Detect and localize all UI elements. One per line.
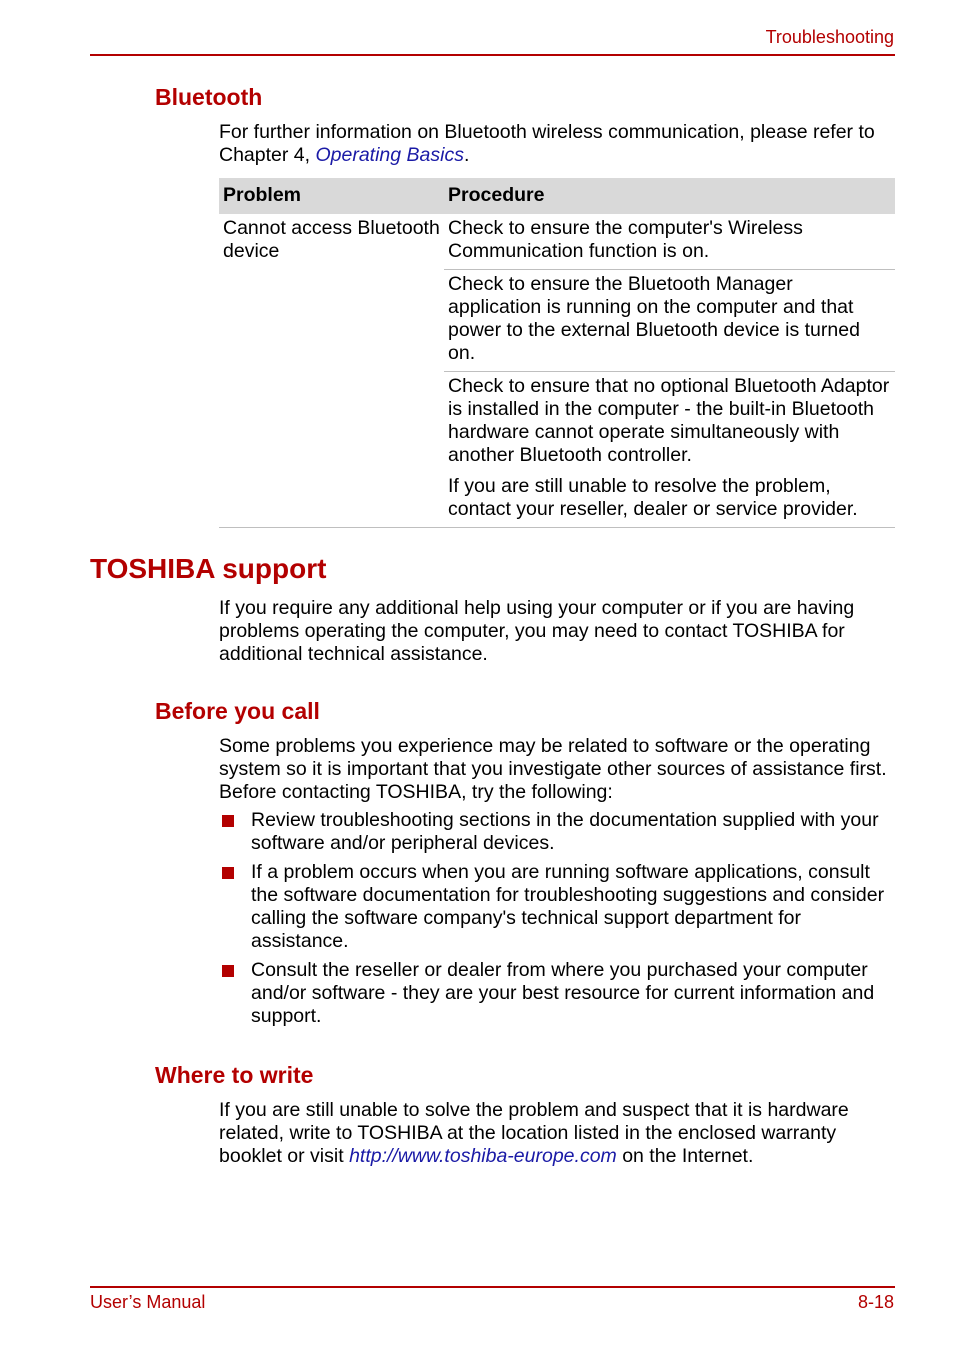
where-to-write-heading: Where to write (155, 1062, 314, 1088)
square-bullet-icon (222, 815, 234, 827)
where-write-text (219, 1099, 895, 1168)
bluetooth-heading: Bluetooth (155, 84, 263, 110)
list-item-text: If a problem occurs when you are running software applications, consult the software documentation for troubleshooting suggestions and consider calling the software company's technical support department for assistance. (251, 861, 885, 952)
procedure-cell: Check to ensure that no optional Bluetooth Adaptor is installed in the computer - the built-in Bluetooth hardware cannot operate simultaneously with another Bluetooth controller. (448, 375, 890, 466)
footer-rule (90, 1286, 895, 1288)
table-header-row (219, 178, 895, 214)
bluetooth-intro-end: . (463, 144, 470, 166)
square-bullet-icon (222, 965, 234, 977)
where-write-body: If you are still unable to solve the problem and suspect that it is hardware related, write to TOSHIBA at the location listed in the enclosed warranty booklet or visit (219, 1099, 849, 1167)
footer-manual-title: User’s Manual (90, 1292, 206, 1312)
before-you-call-heading: Before you call (155, 698, 320, 724)
page-number: 8-18 (857, 1292, 894, 1312)
table-row (219, 214, 895, 270)
before-call-intro: Some problems you experience may be related to software or the operating system so it is important that you investigate other sources of assistance first. Before contacting TOSHIBA, try the following: (219, 735, 887, 803)
list-item-text: Consult the reseller or dealer from where you purchased your computer and/or software - they are your best resource for current information and support. (251, 959, 875, 1027)
list-item (219, 809, 895, 855)
list-item (219, 959, 895, 1028)
where-write-end: on the Internet. (616, 1145, 754, 1167)
running-header: Troubleshooting (765, 27, 894, 47)
bluetooth-intro (219, 121, 895, 167)
list-item (219, 861, 895, 953)
before-call-list (219, 809, 895, 1034)
operating-basics-link[interactable]: Operating Basics (315, 144, 464, 166)
list-item-text: Review troubleshooting sections in the documentation supplied with your software and/or peripheral devices. (251, 809, 879, 854)
square-bullet-icon (222, 867, 234, 879)
procedure-cell: If you are still unable to resolve the problem, contact your reseller, dealer or service provider. (444, 469, 895, 528)
procedure-cell: Check to ensure the Bluetooth Manager application is running on the computer and that power to the external Bluetooth device is turned on. (444, 270, 895, 372)
bluetooth-intro-text: For further information on Bluetooth wireless communication, please refer to Chapter 4, (219, 121, 875, 166)
support-intro: If you require any additional help using your computer or if you are having problems operating the computer, you may need to contact TOSHIBA for additional technical assistance. (219, 597, 855, 665)
procedure-column-header: Procedure (444, 178, 895, 214)
toshiba-europe-link[interactable]: http://www.toshiba-europe.com (349, 1145, 617, 1167)
bluetooth-problem-table (219, 178, 895, 528)
problem-cell: Cannot access Bluetooth device (219, 214, 444, 528)
header-rule (90, 54, 895, 56)
procedure-cell: Check to ensure the computer's Wireless Communication function is on. (444, 214, 895, 270)
problem-column-header: Problem (219, 178, 444, 214)
toshiba-support-heading: TOSHIBA support (90, 553, 327, 584)
